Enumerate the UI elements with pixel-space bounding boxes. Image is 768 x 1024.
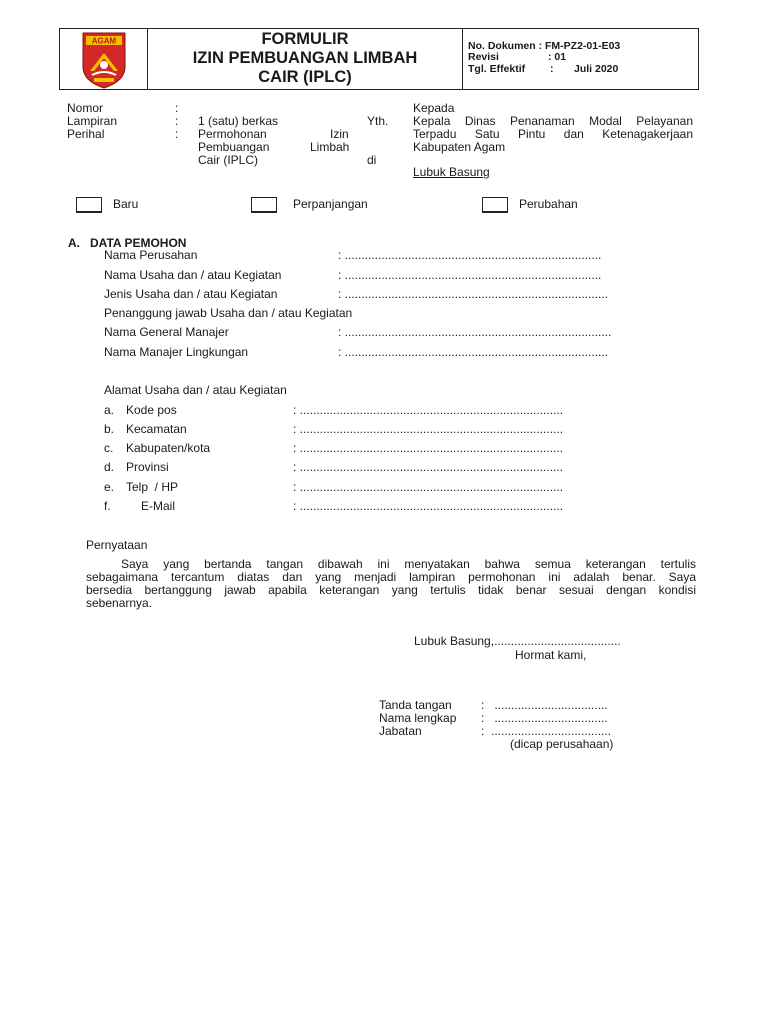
form-title-line2: IZIN PEMBUANGAN LIMBAH	[192, 49, 418, 67]
sign-label: Tanda tangan	[379, 698, 452, 712]
address-label: Telp / HP	[126, 480, 179, 494]
statement-heading: Pernyataan	[86, 538, 148, 552]
address-fill[interactable]: : ...............................................................................	[293, 403, 564, 417]
revision-label: Revisi	[468, 51, 499, 63]
name-label: Nama lengkap	[379, 711, 457, 725]
address-label: Kode pos	[126, 403, 177, 417]
doc-number: No. Dokumen : FM-PZ2-01-E03	[468, 40, 621, 52]
recipient-line-3: Kabupaten Agam	[413, 140, 506, 154]
lampiran-label: Lampiran	[67, 114, 118, 128]
address-fill[interactable]: : ...............................................................................	[293, 480, 564, 494]
statement-line-2: sebagaimana tercantum diatas dan yang menjadi lampiran permohonan ini adalah benar. Saya	[86, 570, 696, 584]
closing-text: Hormat kami,	[515, 648, 587, 662]
stamp-note: (dicap perusahaan)	[510, 737, 614, 751]
effective-label: Tgl. Effektif	[468, 63, 526, 75]
lampiran-value: 1 (satu) berkas	[198, 114, 279, 128]
form-title-line3: CAIR (IPLC)	[258, 68, 352, 86]
agam-regency-logo	[80, 31, 128, 89]
field-fill[interactable]: : ...............................................................................	[338, 287, 609, 301]
statement-line-1: Saya yang bertanda tangan dibawah ini menyatakan bahwa semua keterangan tertulis	[121, 557, 696, 571]
field-label: Nama Usaha dan / atau Kegiatan	[104, 268, 282, 282]
field-label: Nama Manajer Lingkungan	[104, 345, 249, 359]
field-label: Jenis Usaha dan / atau Kegiatan	[104, 287, 278, 301]
section-a-heading: A. DATA PEMOHON	[68, 236, 187, 250]
address-letter: a.	[104, 403, 115, 417]
baru-label: Baru	[113, 197, 139, 211]
field-fill[interactable]: : ................................................................................	[338, 325, 612, 339]
perihal-word-3: Pembuangan	[198, 140, 270, 154]
sign-fill[interactable]: : ..................................	[481, 698, 608, 712]
address-fill[interactable]: : ...............................................................................	[293, 460, 564, 474]
recipient-line-1: Kepala Dinas Penanaman Modal Pelayanan	[413, 114, 693, 128]
address-letter: e.	[104, 480, 115, 494]
address-letter: f.	[104, 499, 111, 513]
address-heading: Alamat Usaha dan / atau Kegiatan	[104, 383, 287, 397]
kepada-label: Kepada	[413, 101, 455, 115]
statement-line-4: sebenarnya.	[86, 596, 153, 610]
lampiran-colon: :	[175, 114, 179, 128]
effective-value: Juli 2020	[574, 63, 619, 75]
address-label: E-Mail	[141, 499, 176, 513]
field-fill[interactable]: : .............................................................................	[338, 248, 602, 262]
address-letter: d.	[104, 460, 115, 474]
address-letter: c.	[104, 441, 114, 455]
nomor-label: Nomor	[67, 101, 104, 115]
perpanjangan-label: Perpanjangan	[293, 197, 368, 211]
address-label: Provinsi	[126, 460, 169, 474]
field-label: Penanggung jawab Usaha dan / atau Kegiatan	[104, 306, 353, 320]
perihal-word-5: Cair (IPLC)	[198, 153, 259, 167]
form-title-line1: FORMULIR	[261, 30, 349, 48]
perubahan-checkbox[interactable]	[482, 197, 508, 213]
recipient-line-2: Terpadu Satu Pintu dan Ketenagakerjaan	[413, 127, 693, 141]
svg-text:AGAM: AGAM	[91, 36, 117, 46]
perihal-word-1: Permohonan	[198, 127, 267, 141]
field-label: Nama General Manajer	[104, 325, 229, 339]
statement-line-3: bersedia bertanggung jawab apabila keterangan yang tertulis tidak benar sesuai dengan kondisi	[86, 583, 696, 597]
perihal-colon: :	[175, 127, 179, 141]
perubahan-label: Perubahan	[519, 197, 578, 211]
baru-checkbox[interactable]	[76, 197, 102, 213]
perpanjangan-checkbox[interactable]	[251, 197, 277, 213]
logo-cell	[60, 29, 148, 89]
address-label: Kabupaten/kota	[126, 441, 211, 455]
address-label: Kecamatan	[126, 422, 187, 436]
address-fill[interactable]: : ...............................................................................	[293, 422, 564, 436]
address-fill[interactable]: : ...............................................................................	[293, 441, 564, 455]
nomor-colon: :	[175, 101, 179, 115]
di-label: di	[367, 153, 377, 167]
perihal-word-2: Izin	[330, 127, 349, 141]
recipient-location: Lubuk Basung	[413, 165, 490, 179]
name-fill[interactable]: : ..................................	[481, 711, 608, 725]
place-date[interactable]: Lubuk Basung,......................................	[414, 634, 621, 648]
revision-value: : 01	[548, 51, 567, 63]
address-fill[interactable]: : ...............................................................................	[293, 499, 564, 513]
effective-sep: :	[550, 63, 554, 75]
field-fill[interactable]: : .............................................................................	[338, 268, 602, 282]
perihal-label: Perihal	[67, 127, 105, 141]
title-label: Jabatan	[379, 724, 422, 738]
title-fill[interactable]: : ....................................	[481, 724, 612, 738]
document-header	[59, 28, 699, 90]
yth-label: Yth.	[367, 114, 389, 128]
perihal-word-4: Limbah	[310, 140, 350, 154]
field-label: Nama Perusahan	[104, 248, 198, 262]
address-letter: b.	[104, 422, 115, 436]
field-fill[interactable]: : ...............................................................................	[338, 345, 609, 359]
